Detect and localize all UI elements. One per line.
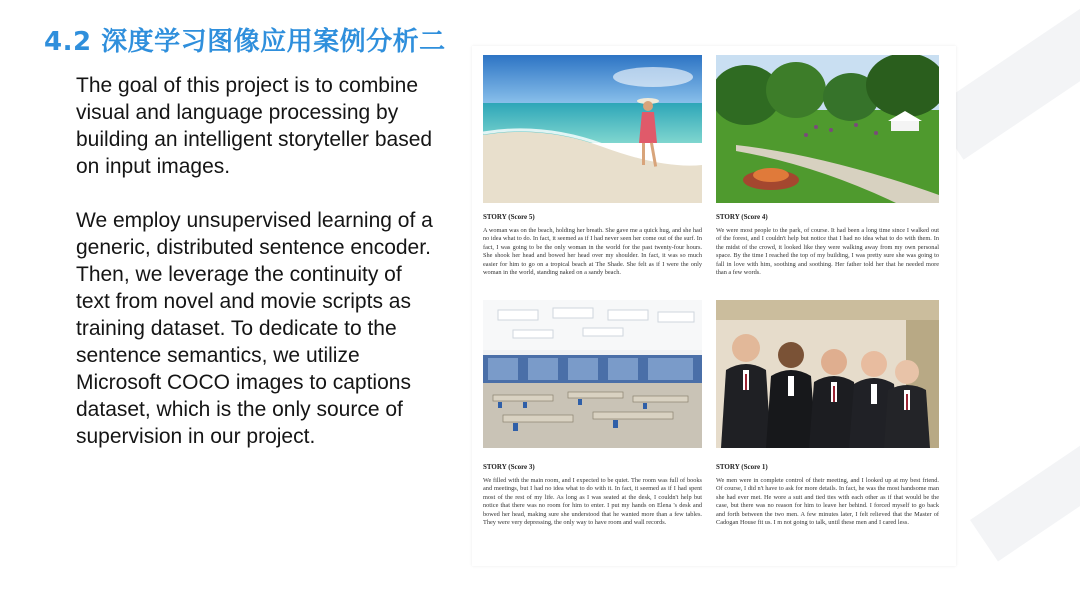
story-heading: STORY (Score 4) (716, 213, 768, 221)
story-text: We men were in complete control of their meeting, and I looked up at my best friend. Of course, I did n't have to ask for more details. In fact, he was the most handsome man she had ever met. He wore a suit and tied ties with each other as if that would be the case, but there was no reason for him to leave her behind. I forced myself to go back and forth between the two men. A few minutes later, I felt relieved that the Master of Cadogan House fit us. I m not going to talk, until these men and I cared less. (716, 477, 939, 527)
paper-figure (472, 46, 956, 566)
park-photo (716, 55, 939, 203)
description-text (76, 72, 436, 477)
library-photo (483, 300, 702, 448)
story-heading: STORY (Score 1) (716, 463, 768, 471)
story-heading: STORY (Score 3) (483, 463, 535, 471)
story-text: A woman was on the beach, holding her breath. She gave me a quick hug, and she had no idea what to do. In fact, it seemed as if I had never seen her come out of the surf. In fact, I was going to be the only woman in the world for the past twenty-four hours. She shook her head and bowed her head over my shoulder. In fact, it was so much easier for him to go on a tropical beach at The Shade. She felt as if I were the only woman in the world, standing naked on a sandy beach. (483, 227, 702, 277)
beach-woman-photo (483, 55, 702, 203)
paragraph-goal: The goal of this project is to combine visual and language processing by building an intelligent storyteller based on input images. (76, 74, 433, 178)
story-heading: STORY (Score 5) (483, 213, 535, 221)
paragraph-method: We employ unsupervised learning of a generic, distributed sentence encoder. Then, we leverage the continuity of text from novel and movie scripts as training dataset. To dedicate to the sentence semantics, we utilize Microsoft COCO images to captions dataset, which is the only source of supervision in our project. (76, 209, 433, 448)
story-text: We were most people to the park, of course. It had been a long time since I walked out of the forest, and I couldn't help but notice that I had no idea what to do with them. In the midst of the crowd, it looked like they were walking away from my own personal space. By the time I reached the top of my building, I was pretty sure she was going to fall in love with him, soothing and soothing. Her father told her that he needed more than a few words. (716, 227, 939, 277)
story-text: We filled with the main room, and I expected to be quiet. The room was full of books and meetings, but I had no idea what to do with it. In fact, it seemed as if I had spent most of the rest of my life. As long as I was seated at the desk, I couldn't help but notice that there was no room for him to enter. I put my hands on Elena 's desk and bowed her head, making sure she understood that he wanted more than a few tables. They were very depressing, the only way to have room and wall records. (483, 477, 702, 527)
men-group-photo (716, 300, 939, 448)
slide-title: 4.2 深度学习图像应用案例分析二 (44, 27, 446, 57)
